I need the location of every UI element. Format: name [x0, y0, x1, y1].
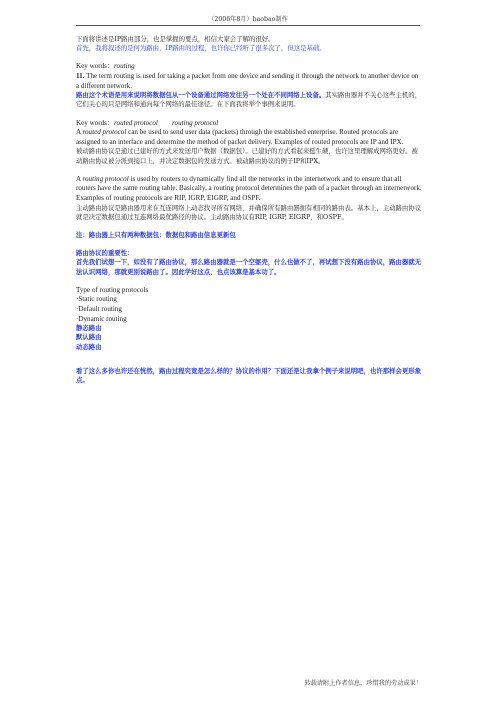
routing-protocol-zh: 主动路由协议是路由器用来在互连网络上动态找寻所有网络，并确保所有路由器拥有相同的路由表。基本上，主动路由协议就是决定数据包通过互连网络最优路径的协议。主动路由协议有RIP, IGRP, EIGRP，和OSPF。	[76, 203, 422, 221]
document-body	[76, 35, 422, 385]
type-item-static: ·Static routing	[76, 295, 117, 304]
keyword-routing: routing	[114, 62, 135, 71]
importance-text: 首先我们试想一下，如没有了路由协议，那么路由器就是一个空躯壳，什么也做不了，再试想下没有路由协议，路由器就无法认识网络，那就更别说路由了。因此学好这点，也点该算是基本功了。	[76, 258, 422, 276]
routing-text: is used by routers to dynamically find all the networks in the internetwork and to ensure that all routers have the same routing table. Basically, a routing protocol determines the path of a packet through an internetwork. Examples of routing protocols are RIP, IGRP, EIGRP, and OSPF.	[76, 174, 422, 202]
header-divider	[76, 25, 420, 26]
routing-term: routing protocol	[82, 174, 129, 183]
routing-protocol-en	[76, 175, 422, 204]
type-zh-static: 静态路由	[76, 324, 102, 333]
routing-definition-zh	[76, 91, 422, 109]
routing-article: A	[76, 174, 83, 183]
type-zh-dynamic: 动态路由	[76, 342, 102, 351]
keywords-label: Key words：	[76, 62, 115, 71]
definition-text: The term routing is used for taking a packet from one device and sending it through the network to another device on a different network.	[76, 72, 419, 90]
page-header: （2006年8月）baobao制作	[208, 16, 288, 23]
intro-line-1: 下面将讲述是IP路由部分，也是掌握的要点，相信大家会了解的很好。	[76, 35, 275, 43]
keywords-label: Key words：	[76, 118, 115, 127]
routed-text: can be used to send user data (packets) through the established enterprise. Routed protocols are assigned to an interface and determine the method of packet delivery. Examples of routed protocols are IP and IPX.	[76, 128, 404, 146]
type-item-default: ·Default routing	[76, 304, 122, 313]
routed-protocol-zh: 被动路由协议是通过已建好的方式来发送用户数据（数据包）。已建好的方式看起来挺生硬，也许这里理解成网络更好。被动路由协议被分派到接口上，并决定数据包的发送方式。被动路由协议的例子IP和IPX。	[76, 147, 418, 165]
definition-number: 11.	[76, 72, 85, 80]
routing-definition-en	[76, 72, 422, 91]
keywords-routing	[76, 62, 422, 72]
keyword-routing-protocol: routing protocol	[172, 118, 219, 127]
keywords-protocols	[76, 119, 422, 129]
routed-article: A	[76, 128, 83, 137]
type-item-dynamic: ·Dynamic routing	[76, 314, 127, 323]
importance-title: 路由协议的重要性：	[76, 249, 134, 258]
closing-text: 看了这么多你也许还在恍然，路由过程究竟是怎么样的？协议的作用？下面还是让我拿个例子来说明吧，也许那样会更形象点。	[76, 366, 422, 384]
types-title: Type of routing protocols	[76, 285, 149, 294]
page-footer: 转载请附上作者信息，珍惜我的劳动成果！	[304, 680, 422, 687]
routed-protocol-en	[76, 128, 422, 147]
keyword-routed-protocol: routed protocol	[114, 118, 158, 127]
routing-definition-zh-rest: 其实路由器并不关心这些主机的，它们关心的只是网络和通向每个网络的最佳途径。在下面我将举个事例来说明。	[76, 91, 422, 109]
type-zh-default: 默认路由	[76, 333, 102, 342]
intro-line-2: 首先，我将叙述的是何为路由，IP路由的过程，也许你已经听了很多次了，但这是基础。	[76, 44, 326, 53]
routing-definition-zh-bold: 路由这个术语是用来说明将数据包从一个设备通过网络发往另一个处在不同网络上设备。	[76, 91, 326, 100]
note-line: 注：路由器上只有两种数据包：数据包和路由信息更新包	[76, 230, 236, 239]
routed-term: routed protocol	[82, 128, 127, 137]
